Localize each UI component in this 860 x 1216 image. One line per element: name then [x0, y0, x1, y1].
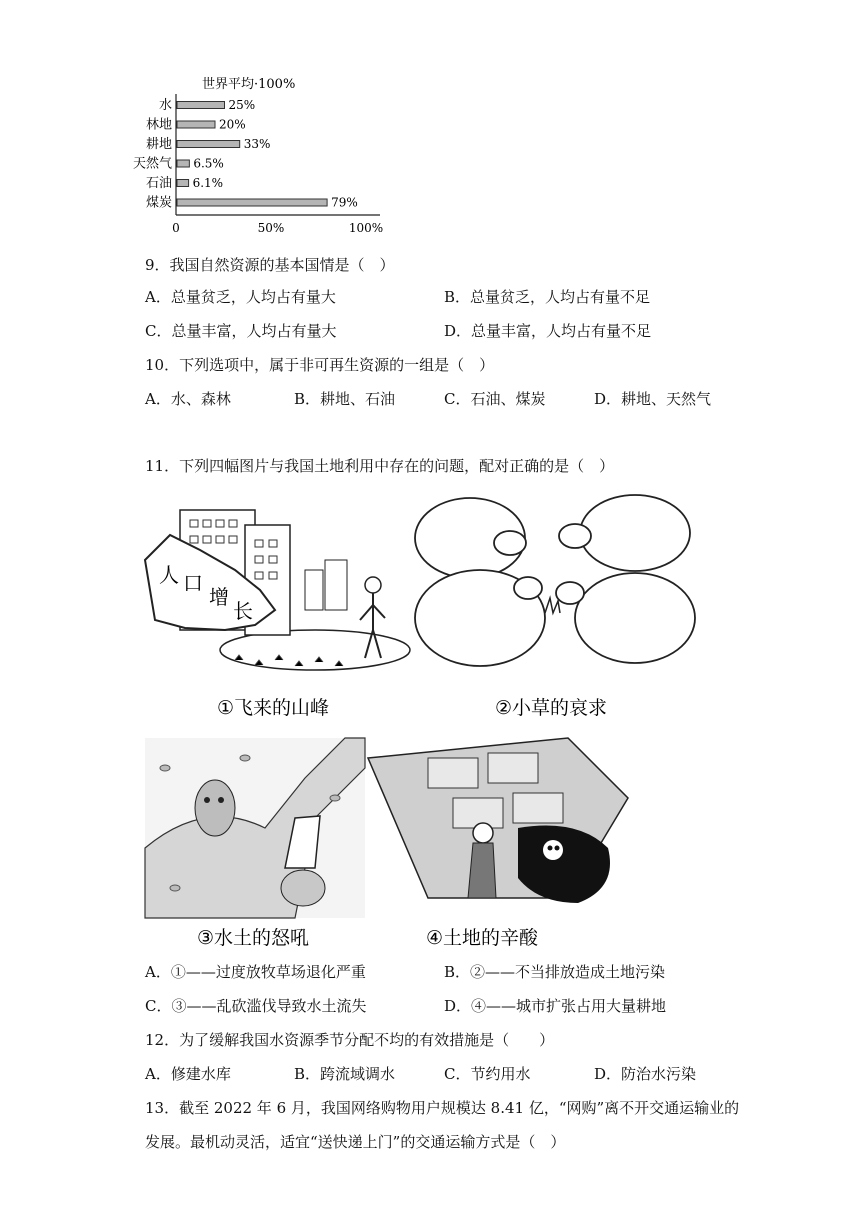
caption-4: ④土地的辛酸: [426, 927, 539, 949]
cartoon-text-1: 人: [159, 563, 179, 587]
cartoon-soil-roar: [145, 738, 365, 953]
caption-3: ③水土的怒吼: [197, 927, 310, 949]
q13-line-1: 13．截至 2022 年 6 月，我国网络购物用户规模达 8.41 亿，“网购”离不开交通运输业的: [145, 1099, 740, 1117]
bar-value-label: 79%: [331, 195, 358, 210]
cartoon-text-2: 口: [183, 571, 203, 595]
x-tick-label: 0: [172, 221, 180, 235]
category-label: 耕地: [145, 137, 172, 152]
category-label: 林地: [145, 117, 172, 133]
x-tick-label: 50%: [257, 221, 285, 235]
bar-value-label: 6.1%: [192, 176, 224, 190]
q9-stem: 9．我国自然资源的基本国情是（ ）: [145, 256, 395, 274]
cartoon-text-3: 增: [209, 585, 229, 609]
bar: [177, 199, 327, 206]
q10-option-c: C．石油、煤炭: [444, 390, 546, 408]
resource-bar-chart: [132, 70, 400, 245]
q9-option-d: D．总量丰富，人均占有量不足: [444, 322, 652, 340]
q13-line-2: 发展。最机动灵活，适宜“送快递上门”的交通运输方式是（ ）: [145, 1133, 566, 1151]
q9-option-b: B．总量贫乏，人均占有量不足: [444, 288, 651, 306]
bar: [177, 102, 225, 109]
bar: [177, 160, 189, 167]
bar: [177, 141, 240, 148]
caption-1: ①飞来的山峰: [217, 697, 330, 719]
category-label: 石油: [145, 176, 172, 191]
q10-option-b: B．耕地、石油: [294, 390, 396, 408]
q12-option-a: A．修建水库: [145, 1065, 231, 1083]
cartoon-text-4: 长: [233, 599, 253, 623]
caption-2: ②小草的哀求: [495, 697, 608, 719]
cartoon-land-hardship: [368, 738, 638, 953]
bar: [177, 180, 189, 187]
q12-option-b: B．跨流域调水: [294, 1065, 396, 1083]
q11-option-d: D．④——城市扩张占用大量耕地: [444, 997, 667, 1015]
q10-option-a: A．水、森林: [145, 390, 231, 408]
cartoon-grass-plea: [410, 488, 700, 720]
cartoon-flying-mountain: [145, 490, 415, 719]
bar-value-label: 20%: [219, 117, 246, 132]
bar-value-label: 33%: [243, 137, 271, 151]
chart-title: 世界平均·100%: [202, 77, 296, 92]
q11-stem: 11．下列四幅图片与我国土地利用中存在的问题，配对正确的是（ ）: [145, 457, 615, 475]
bar: [177, 121, 215, 128]
category-label: 煤炭: [145, 195, 172, 211]
q11-option-a: A．①——过度放牧草场退化严重: [145, 963, 366, 981]
q12-option-d: D．防治水污染: [594, 1065, 697, 1083]
bar-value-label: 6.5%: [193, 156, 224, 171]
q10-option-d: D．耕地、天然气: [594, 390, 712, 408]
category-label: 天然气: [132, 156, 172, 172]
q11-option-c: C．③——乱砍滥伐导致水土流失: [145, 997, 367, 1015]
q12-stem: 12．为了缓解我国水资源季节分配不均的有效措施是（ ）: [145, 1031, 555, 1049]
q12-option-c: C．节约用水: [444, 1065, 531, 1083]
q11-option-b: B．②——不当排放造成土地污染: [444, 963, 666, 981]
q10-stem: 10．下列选项中，属于非可再生资源的一组是（ ）: [145, 356, 495, 374]
q9-option-c: C．总量丰富，人均占有量大: [145, 322, 337, 340]
x-tick-label: 100%: [348, 221, 384, 235]
category-label: 水: [158, 98, 172, 113]
bar-value-label: 25%: [228, 98, 256, 112]
q9-option-a: A．总量贫乏，人均占有量大: [145, 288, 336, 306]
